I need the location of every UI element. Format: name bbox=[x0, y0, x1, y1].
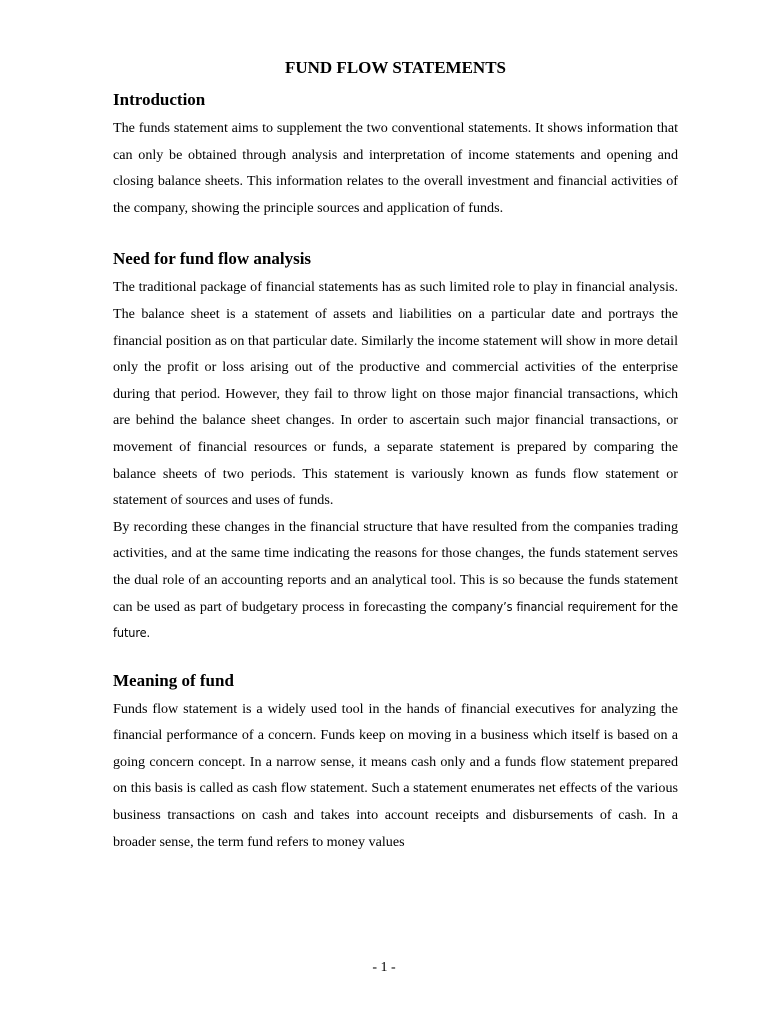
document-page bbox=[113, 56, 678, 855]
page-number: - 1 - bbox=[372, 960, 396, 975]
paragraph-need-2-text: By recording these changes in the financial structure that have resulted from the companies trading activities, and at the same time indicating the reasons for those changes, the funds statement serves the dual role of an accounting reports and an analytical tool. This is so because the funds statement can be used as part of budgetary process in forecasting the bbox=[113, 518, 678, 615]
section-spacer bbox=[113, 221, 678, 247]
paragraph-need-2 bbox=[113, 514, 678, 647]
paragraph-need-2-last-line: company’s financial requirement for the future. bbox=[113, 598, 678, 641]
heading-need-for-fund-flow-analysis: Need for fund flow analysis bbox=[113, 249, 312, 269]
heading-introduction: Introduction bbox=[113, 90, 206, 109]
document-title: FUND FLOW STATEMENTS bbox=[284, 58, 507, 77]
paragraph-need-1: The traditional package of financial statements has as such limited role to play in financial analysis. The balance sheet is a statement of assets and liabilities on a particular date and portrays the financial position as on that particular date. Similarly the income statement will show in more detail only the profit or loss arising out of the productive and commercial activities of the enterprise during that period. However, they fail to throw light on those major financial transactions, which are behind the balance sheet changes. In order to ascertain such major financial transactions, or movement of financial resources or funds, a separate statement is prepared by comparing the balance sheets of two periods. This statement is variously known as funds flow statement or statement of sources and uses of funds. bbox=[113, 279, 678, 509]
paragraph-introduction: The funds statement aims to supplement the two conventional statements. It shows information that can only be obtained through analysis and interpretation of income statements and opening and closing balance sheets. This information relates to the overall investment and financial activities of the company, showing the principle sources and application of funds. bbox=[113, 120, 678, 216]
heading-meaning-of-fund: Meaning of fund bbox=[113, 670, 234, 690]
paragraph-meaning: Funds flow statement is a widely used tool in the hands of financial executives for analyzing the financial performance of a concern. Funds keep on moving in a business which itself is based on a going concern concept. In a narrow sense, it means cash only and a funds flow statement prepared on this basis is called as cash flow statement. Such a statement enumerates net effects of the various business transactions on cash and takes into account receipts and disbursements of cash. In a broader sense, the term fund refers to money values bbox=[113, 700, 678, 850]
section-spacer bbox=[113, 647, 678, 669]
